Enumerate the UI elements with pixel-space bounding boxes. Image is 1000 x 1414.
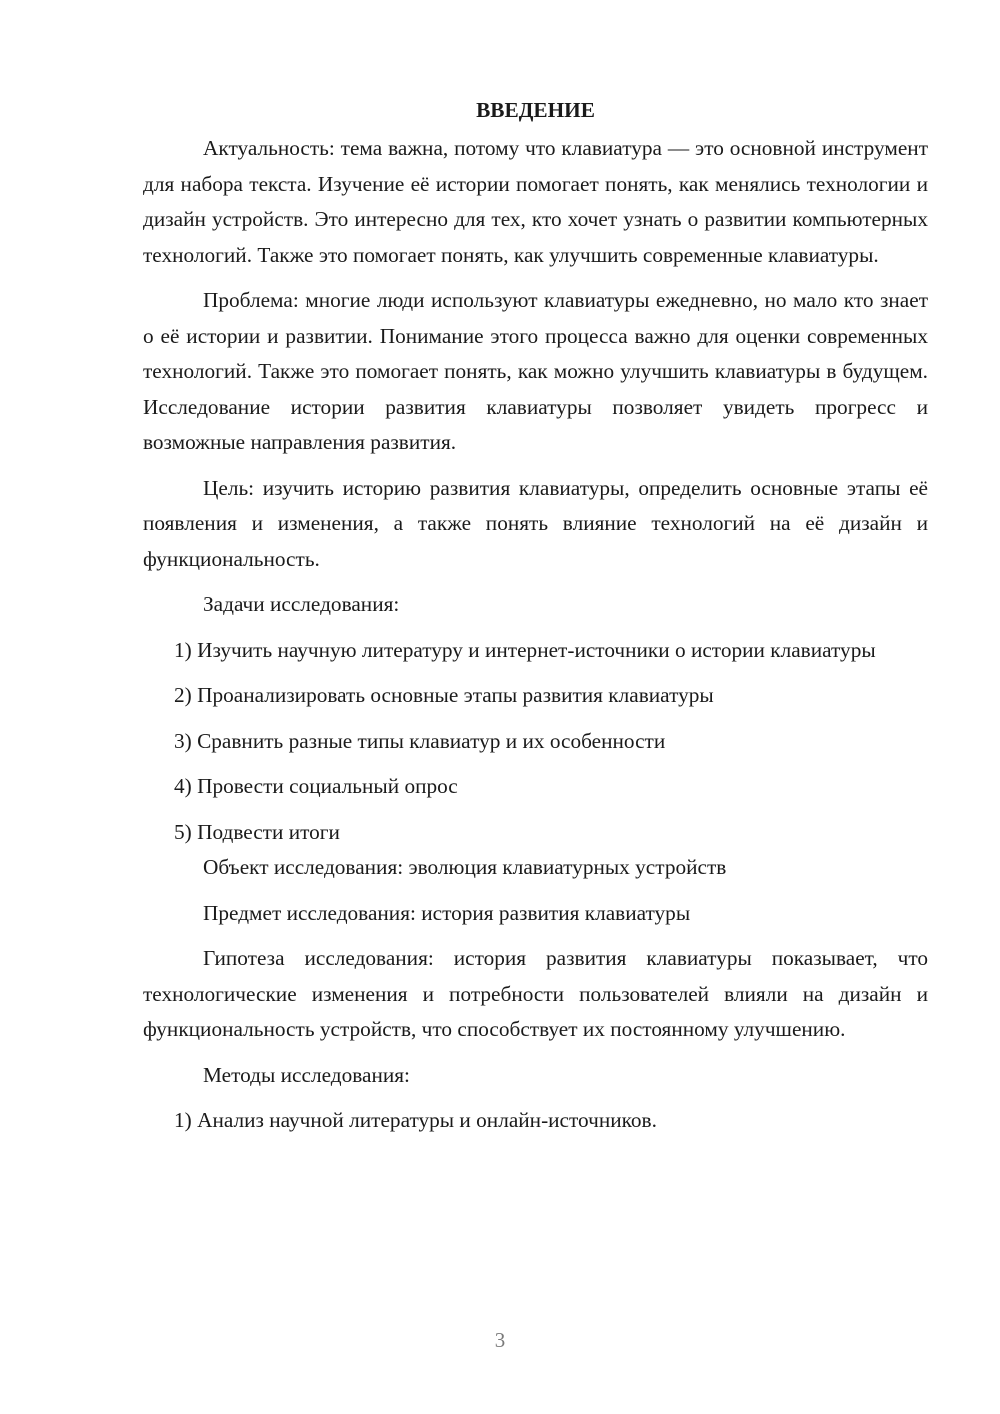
relevance-paragraph: Актуальность: тема важна, потому что клавиатура — это основной инструмент для набора текста. Изучение её истории помогает понять, как менялись технологии и дизайн устройств. Это интересно для тех, кто хочет узнать о развитии компьютерных технологий. Также это помогает понять, как улучшить современные клавиатуры.	[143, 136, 928, 267]
page-number: 3	[494, 1328, 506, 1352]
task-item: 2) Проанализировать основные этапы развития клавиатуры	[174, 683, 714, 707]
method-item: 1) Анализ научной литературы и онлайн-источников.	[174, 1108, 657, 1132]
task-item: 3) Сравнить разные типы клавиатур и их особенности	[174, 728, 666, 753]
problem-paragraph: Проблема: многие люди используют клавиатуры ежедневно, но мало кто знает о её истории и развитии. Понимание этого процесса важно для оценки современных технологий. Также это помогает понять, как можно улучшить клавиатуры в будущем. Исследование истории развития клавиатуры позволяет увидеть прогресс и возможные направления развития.	[143, 288, 928, 454]
subject-paragraph: Предмет исследования: история развития клавиатуры	[203, 900, 691, 925]
task-item: 4) Провести социальный опрос	[174, 774, 458, 798]
hypothesis-paragraph: Гипотеза исследования: история развития клавиатуры показывает, что технологические изменения и потребности пользователей влияли на дизайн и функциональность устройств, что способствует их постоянному улучшению.	[143, 946, 928, 1041]
task-item: 5) Подвести итоги	[174, 819, 340, 844]
tasks-heading: Задачи исследования:	[203, 592, 400, 616]
page-content	[143, 93, 928, 1149]
methods-heading: Методы исследования:	[203, 1062, 410, 1087]
goal-paragraph: Цель: изучить историю развития клавиатуры, определить основные этапы её появления и изменения, а также понять влияние технологий на её дизайн и функциональность.	[143, 475, 928, 571]
section-title: ВВЕДЕНИЕ	[476, 98, 595, 122]
object-paragraph: Объект исследования: эволюция клавиатурных устройств	[203, 855, 727, 879]
task-item: 1) Изучить научную литературу и интернет-источники о истории клавиатуры	[174, 637, 876, 662]
